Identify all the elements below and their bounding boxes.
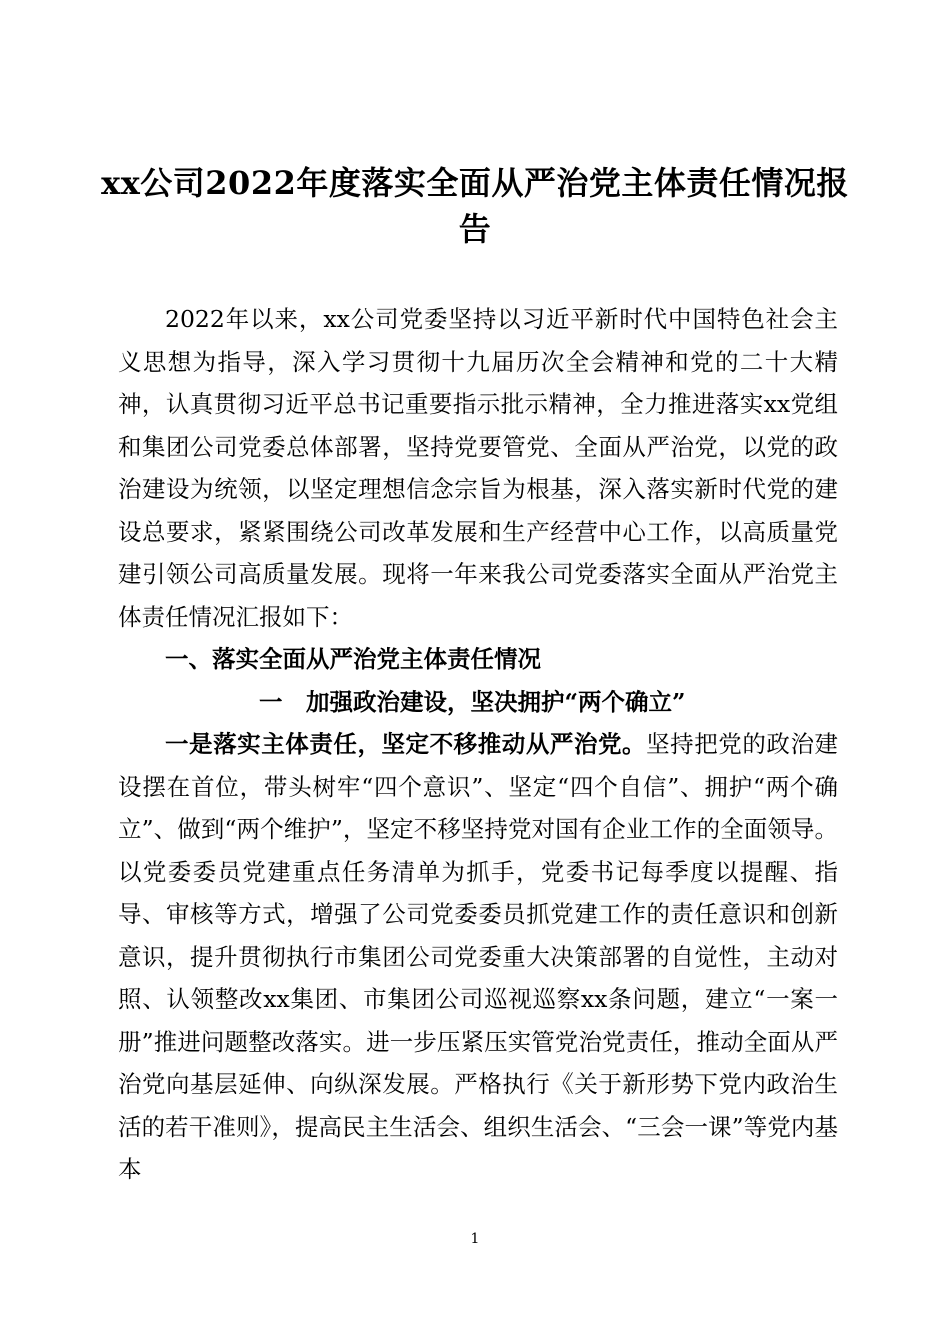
- paragraph-text: 坚持把党的政治建设摆在首位，带头树牢“四个意识”、坚定“四个自信”、拥护“两个确立”、做到“两个维护”，坚定不移坚持党对国有企业工作的全面领导。以党委委员党建重点任务清单为抓手，党委书记每季度以提醒、指导、审核等方式，增强了公司党委委员抓党建工作的责任意识和创新意识，提升贯彻执行市集团公司党委重大决策部署的自觉性，主动对照、认领整改xx集团、市集团公司巡视巡察xx条问题，建立“一案一册”推进问题整改落实。进一步压紧压实管党治党责任，推动全面从严治党向基层延伸、向纵深发展。严格执行《关于新形势下党内政治生活的若干准则》，提高民主生活会、组织生活会、“三会一课”等党内基本: [118, 730, 839, 1183]
- page-number: 1: [470, 1231, 480, 1247]
- body-paragraph: [118, 723, 838, 1191]
- section-heading: 一、落实全面从严治党主体责任情况: [165, 645, 541, 673]
- subsection-heading: [118, 681, 838, 724]
- document-body: [118, 298, 838, 1191]
- intro-paragraph: 2022年以来，xx公司党委坚持以习近平新时代中国特色社会主义思想为指导，深入学习贯彻十九届历次全会精神和党的二十大精神，认真贯彻习近平总书记重要指示批示精神，全力推进落实xx党组和集团公司党委总体部署，坚持党要管党、全面从严治党，以党的政治建设为统领，以坚定理想信念宗旨为根基，深入落实新时代党的建设总要求，紧紧围绕公司改革发展和生产经营中心工作，以高质量党建引领公司高质量发展。现将一年来我公司党委落实全面从严治党主体责任情况汇报如下：: [118, 305, 838, 631]
- subsection-number: 一: [259, 687, 283, 716]
- document-title: xx公司2022年度落实全面从严治党主体责任情况报告: [101, 164, 849, 248]
- subsection-title: 加强政治建设，坚决拥护“两个确立”: [306, 687, 686, 716]
- paragraph-lead: 一是落实主体责任，坚定不移推动从严治党。: [165, 730, 647, 758]
